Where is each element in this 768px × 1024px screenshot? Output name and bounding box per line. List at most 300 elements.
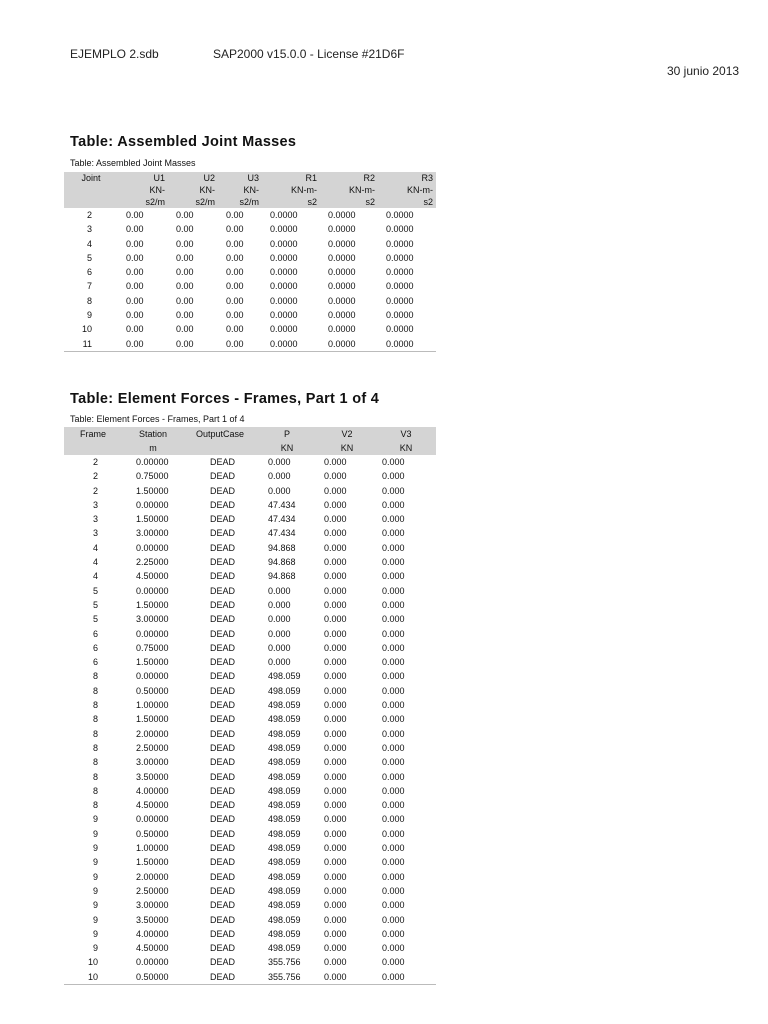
table-cell: 47.434	[268, 528, 296, 539]
table-cell: 0.000	[324, 757, 347, 768]
table-cell: 3.00000	[136, 757, 169, 768]
table-cell: 2.00000	[136, 728, 169, 739]
table-cell: 0.000	[382, 800, 405, 811]
table-cell: 498.059	[268, 785, 301, 796]
table-cell: 9	[92, 828, 98, 839]
table-row	[64, 555, 436, 569]
table-row	[64, 569, 436, 583]
column-header-unit: KN	[376, 441, 436, 455]
joint-masses-table	[64, 172, 436, 352]
table-cell: DEAD	[210, 671, 236, 682]
table-cell: DEAD	[210, 928, 236, 939]
table-cell: 0.00	[176, 224, 194, 235]
table-row	[64, 237, 436, 251]
table-cell: 0.00	[126, 252, 144, 263]
table-cell: DEAD	[210, 757, 236, 768]
column-header-name: Frame	[64, 427, 122, 441]
table-cell: 0.0000	[270, 295, 298, 306]
table-cell: 0.000	[324, 485, 347, 496]
table-cell: 2.50000	[136, 742, 169, 753]
table-cell: 498.059	[268, 742, 301, 753]
table-cell: 0.0000	[270, 252, 298, 263]
table-cell: 0.000	[324, 700, 347, 711]
table-cell: 0.000	[324, 742, 347, 753]
table-cell: 0.000	[382, 542, 405, 553]
table-cell: 0.000	[382, 885, 405, 896]
table-cell: 0.000	[382, 585, 405, 596]
table-header-row	[64, 427, 436, 441]
table-cell: 498.059	[268, 914, 301, 925]
table-cell: 8	[86, 295, 92, 306]
table-cell: 11	[64, 337, 118, 352]
table-row	[64, 827, 436, 841]
table-cell: DEAD	[210, 557, 236, 568]
column-header-name: OutputCase	[184, 427, 256, 441]
table-cell: 0.0000	[328, 252, 356, 263]
table-cell: 0.000	[324, 585, 347, 596]
table-cell: 0.000	[382, 843, 405, 854]
table-cell: 0.00000	[136, 457, 169, 467]
table-cell: 0.000	[382, 599, 405, 610]
table-cell: 0.000	[268, 628, 291, 639]
table-cell: 355.756	[256, 970, 318, 985]
table-cell: DEAD	[210, 514, 236, 525]
table-cell: DEAD	[210, 871, 236, 882]
table-cell: 0.00	[176, 295, 194, 306]
table-cell: 9	[92, 814, 98, 825]
table-cell: DEAD	[210, 900, 236, 911]
table-cell: 0.000	[382, 642, 405, 653]
table-cell: 0.0000	[386, 324, 414, 335]
table-cell: 498.059	[268, 700, 301, 711]
table-cell: 0.000	[382, 914, 405, 925]
table-cell: DEAD	[210, 785, 236, 796]
table-cell: 0.0000	[270, 310, 298, 321]
table-cell: 0.000	[382, 943, 405, 954]
table-cell: 0.000	[324, 814, 347, 825]
table-row	[64, 584, 436, 598]
table-row	[64, 222, 436, 236]
table-cell: 0.00	[176, 238, 194, 249]
table-cell: 8	[92, 714, 98, 725]
table-cell: 0.0000	[386, 224, 414, 235]
table-cell: 0.0000	[270, 224, 298, 235]
table-cell: 6	[92, 628, 98, 639]
table-cell: 94.868	[268, 557, 296, 568]
table-cell: 2	[92, 485, 98, 496]
table-cell: 0.50000	[136, 685, 169, 696]
table-cell: 9	[92, 843, 98, 854]
table-cell: 498.059	[268, 671, 301, 682]
table-cell: 498.059	[268, 828, 301, 839]
column-header-unit: s2/m	[145, 197, 165, 207]
table-cell: 0.000	[382, 485, 405, 496]
table-row	[64, 955, 436, 969]
table-cell: DEAD	[210, 571, 236, 582]
table-cell: 6	[86, 267, 92, 278]
table-cell: DEAD	[210, 700, 236, 711]
table-header-row	[64, 441, 436, 455]
table-cell: 0.000	[324, 928, 347, 939]
table-cell: 4	[92, 571, 98, 582]
table-cell: 0.000	[324, 914, 347, 925]
table-cell: 0.000	[382, 557, 405, 568]
table-cell: 10	[64, 970, 122, 985]
table-row	[64, 770, 436, 784]
table-row	[64, 498, 436, 512]
table-cell: DEAD	[210, 957, 236, 968]
table-row	[64, 741, 436, 755]
table-cell: 0.00	[218, 337, 262, 352]
table-cell: 498.059	[268, 843, 301, 854]
table-cell: 9	[92, 928, 98, 939]
table-row	[64, 627, 436, 641]
table-row	[64, 684, 436, 698]
table-row	[64, 798, 436, 812]
table-row	[64, 870, 436, 884]
column-header-unit	[184, 441, 256, 455]
table-cell: 9	[92, 900, 98, 911]
table-cell: DEAD	[184, 970, 256, 985]
table-cell: 0.000	[324, 499, 347, 510]
table-row	[64, 898, 436, 912]
column-header-name: Joint	[81, 173, 101, 183]
table-cell: 4.00000	[136, 928, 169, 939]
table-row	[64, 337, 436, 352]
table-cell: 0.000	[382, 714, 405, 725]
table-row	[64, 712, 436, 726]
table-cell: DEAD	[210, 614, 236, 625]
table-cell: 0.00	[126, 224, 144, 235]
table-cell: 0.000	[324, 614, 347, 625]
table-cell: 0.000	[324, 542, 347, 553]
table-cell: 3	[92, 514, 98, 525]
table-cell: 0.00	[226, 310, 244, 321]
table-cell: 0.00	[226, 210, 244, 220]
table-cell: 9	[92, 943, 98, 954]
table-cell: 0.000	[376, 970, 436, 985]
table-cell: 0.00	[176, 252, 194, 263]
column-header-name: R3	[421, 173, 433, 183]
table-cell: 8	[92, 671, 98, 682]
table-cell: 47.434	[268, 499, 296, 510]
table-cell: 0.000	[324, 771, 347, 782]
table-cell: 0.00	[126, 310, 144, 321]
table-cell: 7	[86, 281, 92, 292]
table-row	[64, 612, 436, 626]
table-cell: 0.000	[324, 457, 347, 467]
table-cell: 0.00	[126, 210, 144, 220]
table-cell: 0.000	[324, 714, 347, 725]
table-cell: 0.00	[126, 295, 144, 306]
column-header-name: U2	[203, 173, 215, 183]
table-row	[64, 469, 436, 483]
table-cell: 0.0000	[262, 337, 320, 352]
table-row	[64, 913, 436, 927]
table-row	[64, 265, 436, 279]
table-cell: 0.0000	[386, 252, 414, 263]
table-cell: 0.00000	[136, 957, 169, 968]
table-cell: 8	[92, 785, 98, 796]
table-row	[64, 941, 436, 955]
table-cell: 498.059	[268, 800, 301, 811]
table-cell: DEAD	[210, 599, 236, 610]
table-cell: 0.00	[168, 337, 218, 352]
table-cell: DEAD	[210, 771, 236, 782]
table-cell: 2	[92, 457, 98, 467]
table-cell: 4	[92, 542, 98, 553]
table-cell: 0.00	[226, 281, 244, 292]
column-header-name: V3	[376, 427, 436, 441]
column-header-unit: KN-	[149, 185, 165, 195]
column-header	[262, 172, 320, 208]
table-cell: 8	[92, 685, 98, 696]
table-cell: 9	[92, 885, 98, 896]
table-cell: 0.000	[324, 885, 347, 896]
column-header-unit	[64, 441, 122, 455]
table-cell: 0.000	[324, 685, 347, 696]
table-cell: 9	[92, 871, 98, 882]
table-cell: 0.0000	[328, 238, 356, 249]
table-row	[64, 279, 436, 293]
table-cell: 2.50000	[136, 885, 169, 896]
table-cell: 1.00000	[136, 700, 169, 711]
table-cell: DEAD	[210, 800, 236, 811]
table-row	[64, 927, 436, 941]
table-cell: 0.00	[226, 238, 244, 249]
table-cell: 5	[86, 252, 92, 263]
table-cell: 3.50000	[136, 771, 169, 782]
table-cell: 0.000	[324, 943, 347, 954]
column-header	[320, 172, 378, 208]
table-cell: 0.000	[382, 571, 405, 582]
table-cell: 0.0000	[328, 281, 356, 292]
table-cell: 6	[92, 657, 98, 668]
table-cell: 1.50000	[136, 514, 169, 525]
table-cell: 498.059	[268, 685, 301, 696]
table-cell: DEAD	[210, 457, 236, 467]
table-cell: 0.50000	[136, 828, 169, 839]
column-header-unit: s2	[423, 197, 433, 207]
table-cell: 3	[92, 499, 98, 510]
table-cell: 0.0000	[270, 281, 298, 292]
table-cell: 0.000	[324, 728, 347, 739]
table-cell: 498.059	[268, 814, 301, 825]
column-header-name: V2	[318, 427, 376, 441]
table-cell: DEAD	[210, 728, 236, 739]
table-cell: 0.000	[382, 628, 405, 639]
table-cell: 0.000	[382, 528, 405, 539]
table-cell: DEAD	[210, 542, 236, 553]
table-cell: 0.000	[324, 785, 347, 796]
table-cell: DEAD	[210, 642, 236, 653]
table-cell: 3	[86, 224, 92, 235]
table-cell: 0.000	[382, 785, 405, 796]
table-row	[64, 512, 436, 526]
table-cell: 355.756	[268, 957, 301, 968]
table-cell: 1.50000	[136, 485, 169, 496]
table-cell: 0.00	[226, 267, 244, 278]
table-cell: 0.00000	[136, 671, 169, 682]
table-row	[64, 455, 436, 469]
table-cell: 0.0000	[270, 210, 298, 220]
table-cell: 94.868	[268, 542, 296, 553]
table-header-row	[64, 172, 436, 208]
table-row	[64, 322, 436, 336]
table-cell: 0.75000	[136, 471, 169, 482]
table-cell: 0.000	[382, 871, 405, 882]
table-cell: 0.00	[226, 224, 244, 235]
table-cell: 0.000	[324, 528, 347, 539]
table-cell: 0.0000	[386, 267, 414, 278]
table-cell: 0.000	[382, 828, 405, 839]
table-cell: 0.00	[176, 310, 194, 321]
table-cell: 0.000	[382, 757, 405, 768]
table-row	[64, 784, 436, 798]
table-cell: DEAD	[210, 628, 236, 639]
table-row	[64, 308, 436, 322]
table-cell: 0.50000	[122, 970, 184, 985]
table-cell: 0.0000	[386, 310, 414, 321]
table-cell: 0.00	[226, 295, 244, 306]
table-cell: 0.000	[382, 814, 405, 825]
table-cell: 1.50000	[136, 857, 169, 868]
table-cell: 1.50000	[136, 714, 169, 725]
column-header-unit: s2/m	[195, 197, 215, 207]
table-cell: 0.00	[226, 324, 244, 335]
table-cell: 0.000	[382, 671, 405, 682]
table-cell: 3.00000	[136, 614, 169, 625]
table-cell: 0.0000	[386, 238, 414, 249]
table-cell: 0.000	[324, 657, 347, 668]
table-cell: 3.00000	[136, 900, 169, 911]
table-cell: 0.00	[126, 238, 144, 249]
table-cell: 0.000	[268, 585, 291, 596]
table-cell: 1.50000	[136, 657, 169, 668]
document-date: 30 junio 2013	[667, 64, 740, 78]
table-cell: 0.000	[268, 614, 291, 625]
table-cell: 3.00000	[136, 528, 169, 539]
column-header-unit: s2	[365, 197, 375, 207]
column-header-name: U3	[247, 173, 259, 183]
table-cell: 0.000	[324, 957, 347, 968]
table-cell: DEAD	[210, 485, 236, 496]
table-cell: 0.0000	[386, 295, 414, 306]
table-row	[64, 812, 436, 826]
table-cell: DEAD	[210, 914, 236, 925]
column-header-name: R1	[305, 173, 317, 183]
table-cell: 0.00000	[136, 628, 169, 639]
table-cell: 4.50000	[136, 800, 169, 811]
table-cell: 47.434	[268, 514, 296, 525]
table-cell: 0.000	[324, 671, 347, 682]
table-row	[64, 541, 436, 555]
table-cell: 2.25000	[136, 557, 169, 568]
table-cell: 4	[86, 238, 92, 249]
column-header	[378, 172, 436, 208]
table-cell: 1.00000	[136, 843, 169, 854]
table-cell: 4.50000	[136, 571, 169, 582]
table-cell: 0.000	[382, 771, 405, 782]
table-cell: DEAD	[210, 885, 236, 896]
table-cell: 4.00000	[136, 785, 169, 796]
table-cell: 0.000	[382, 471, 405, 482]
table-cell: 8	[92, 728, 98, 739]
table-cell: 0.000	[382, 457, 405, 467]
joint-masses-title: Table: Assembled Joint Masses	[70, 134, 297, 150]
table-cell: 0.0000	[328, 224, 356, 235]
table-cell: 9	[86, 310, 92, 321]
table-cell: 0.000	[324, 642, 347, 653]
table-cell: 0.0000	[386, 210, 414, 220]
table-cell: 0.000	[324, 599, 347, 610]
table-cell: DEAD	[210, 657, 236, 668]
table-row	[64, 655, 436, 669]
table-cell: 0.00	[176, 324, 194, 335]
column-header-unit: KN	[256, 441, 318, 455]
table-cell: DEAD	[210, 857, 236, 868]
table-row	[64, 841, 436, 855]
table-row	[64, 641, 436, 655]
column-header-name: U1	[153, 173, 165, 183]
table-row	[64, 970, 436, 985]
table-cell: 498.059	[268, 728, 301, 739]
table-cell: 498.059	[268, 885, 301, 896]
table-cell: 0.00	[118, 337, 168, 352]
table-cell: 5	[92, 585, 98, 596]
document-filename: EJEMPLO 2.sdb	[70, 47, 159, 61]
column-header-unit: KN-m-	[407, 185, 433, 195]
table-cell: 0.000	[268, 599, 291, 610]
table-cell: 0.00000	[136, 814, 169, 825]
column-header	[168, 172, 218, 208]
table-cell: 2.00000	[136, 871, 169, 882]
column-header-name: R2	[363, 173, 375, 183]
table-cell: 0.0000	[328, 295, 356, 306]
table-cell: 5	[92, 599, 98, 610]
table-cell: 0.0000	[328, 310, 356, 321]
column-header-unit: KN-m-	[349, 185, 375, 195]
table-cell: 4	[92, 557, 98, 568]
table-cell: 0.000	[324, 557, 347, 568]
table-row	[64, 855, 436, 869]
table-cell: 0.000	[382, 857, 405, 868]
table-cell: 0.0000	[328, 267, 356, 278]
table-cell: 0.000	[324, 800, 347, 811]
element-forces-table	[64, 427, 436, 985]
column-header-unit: KN-	[199, 185, 215, 195]
table-row	[64, 669, 436, 683]
element-forces-title: Table: Element Forces - Frames, Part 1 of 4	[70, 391, 380, 407]
table-cell: 498.059	[268, 943, 301, 954]
column-header-unit: s2	[307, 197, 317, 207]
table-cell: 1.50000	[136, 599, 169, 610]
table-cell: DEAD	[210, 528, 236, 539]
table-cell: DEAD	[210, 943, 236, 954]
table-cell: 8	[92, 700, 98, 711]
table-cell: 0.000	[324, 514, 347, 525]
table-cell: 498.059	[268, 928, 301, 939]
table-cell: 0.000	[382, 700, 405, 711]
table-cell: 0.000	[382, 657, 405, 668]
table-cell: 0.00	[176, 267, 194, 278]
table-cell: 0.0000	[320, 337, 378, 352]
table-cell: 0.0000	[270, 324, 298, 335]
table-cell: 0.000	[268, 471, 291, 482]
column-header-unit: m	[122, 441, 184, 455]
table-cell: DEAD	[210, 742, 236, 753]
table-cell: 0.000	[324, 828, 347, 839]
